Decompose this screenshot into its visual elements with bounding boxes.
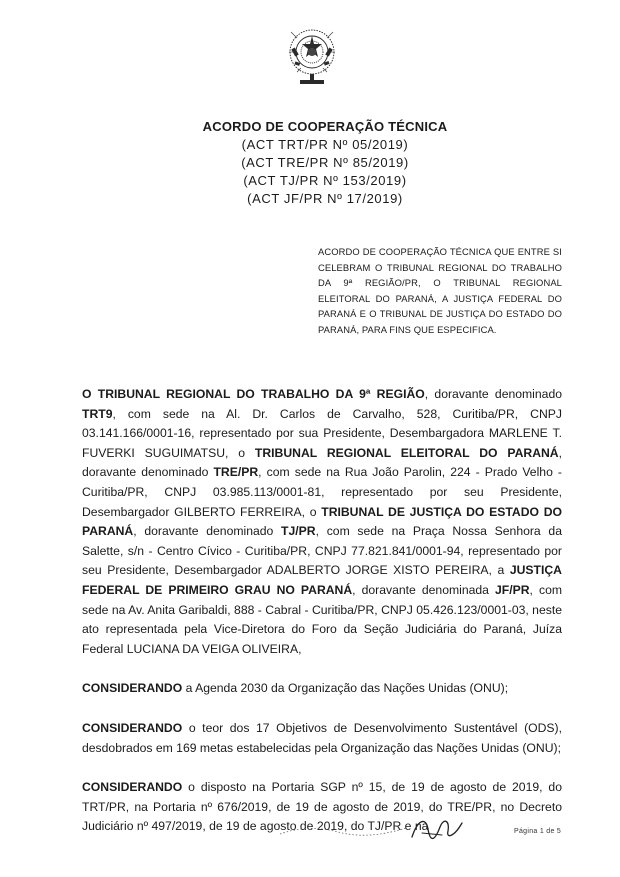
reference-jf: (ACT JF/PR Nº 17/2019) (247, 191, 403, 206)
reference-tj: (ACT TJ/PR Nº 153/2019) (243, 173, 407, 188)
page-number-stamp: Página 1 de 5 (514, 828, 562, 835)
tre-text-1: , doravante denominado (82, 445, 563, 480)
considerando-text: o disposto na Portaria SGP nº 15, de 19 de agosto de 2019, do TRT/PR, na Portaria nº 676/2019, de 19 de agosto de 2019, do TRE/PR, no Decreto Judiciário nº 497/2019, de 19 de agosto de 2019, do TJ/PR e na (82, 780, 562, 834)
tre-text-2: , com sede na Rua João Parolin, 224 - Prado Velho - Curitiba/PR, CNPJ 03.985.113/0001-81, representado por seu Presidente, Desembargador GILBERTO FERREIRA, o (82, 465, 562, 519)
rubric-line (278, 820, 408, 842)
reference-trt: (ACT TRT/PR Nº 05/2019) (241, 137, 409, 152)
trt-short-name: TRT9 (82, 406, 113, 421)
signature-icon (408, 813, 468, 847)
parties-paragraph (82, 385, 562, 659)
tj-name: TRIBUNAL DE JUSTIÇA DO ESTADO DO PARANÁ (82, 504, 562, 539)
jf-text-1: , doravante denominada (352, 582, 495, 597)
considerando-text: o teor dos 17 Objetivos de Desenvolvimento Sustentável (ODS), desdobrados em 169 metas estabelecidas pela Organização das Nações Unidas (ONU); (82, 720, 562, 755)
tj-short-name: TJ/PR (281, 524, 316, 539)
trt-text-2: , com sede na Al. Dr. Carlos de Carvalho, 528, Curitiba/PR, CNPJ 03.141.166/0001-16, representado por sua Presidente, Desembargadora MARLENE T. FUVERKI SUGUIMATSU, o (82, 406, 562, 460)
considerando-paragraph (82, 719, 562, 758)
jf-text-2: , com sede na Av. Anita Garibaldi, 888 - Cabral - Curitiba/PR, CNPJ 05.426.123/0001-03, neste ato representada pela Vice-Diretora do Foro da Seção Judiciária do Paraná, Juíza Federal LUCIANA DA VEIGA OLIVEIRA, (82, 582, 563, 656)
considerando-keyword: CONSIDERANDO (82, 720, 183, 735)
tre-name: TRIBUNAL REGIONAL ELEITORAL DO PARANÁ (254, 445, 559, 460)
tj-text-1: , doravante denominado (133, 524, 282, 539)
body-text (82, 385, 562, 857)
coat-of-arms-icon (283, 22, 341, 92)
considerando-text: a Agenda 2030 da Organização das Nações Unidas (ONU); (182, 681, 509, 696)
title-block (160, 118, 490, 208)
tj-text-2: , com sede na Praça Nossa Senhora da Salette, s/n - Centro Cívico - Curitiba/PR, CNPJ 77.821.841/0001-94, representado por seu Presidente, Desembargador ADALBERTO JORGE XISTO PEREIRA, a (82, 524, 562, 578)
reference-tre: (ACT TRE/PR Nº 85/2019) (241, 155, 409, 170)
considerando-paragraph (82, 679, 562, 699)
considerando-keyword: CONSIDERANDO (82, 780, 183, 795)
tre-short-name: TRE/PR (213, 465, 259, 480)
jf-name: JUSTIÇA FEDERAL DE PRIMEIRO GRAU NO PARANÁ (82, 563, 562, 597)
trt-name: O TRIBUNAL REGIONAL DO TRABALHO DA 9ª REGIÃO (82, 387, 425, 401)
document-title: ACORDO DE COOPERAÇÃO TÉCNICA (202, 119, 448, 134)
considerando-keyword: CONSIDERANDO (82, 681, 183, 696)
jf-short-name: JF/PR (495, 582, 530, 597)
trt-text-1: , doravante denominado (424, 387, 562, 401)
summary-paragraph: ACORDO DE COOPERAÇÃO TÉCNICA QUE ENTRE SI CELEBRAM O TRIBUNAL REGIONAL DO TRABALHO DA 9ª REGIÃO/PR, O TRIBUNAL REGIONAL ELEITORAL DO PARANÁ, A JUSTIÇA FEDERAL DO PARANÁ E O TRIBUNAL DE JUSTIÇA DO ESTADO DO PARANÁ, PARA FINS QUE ESPECIFICA. (318, 246, 562, 335)
